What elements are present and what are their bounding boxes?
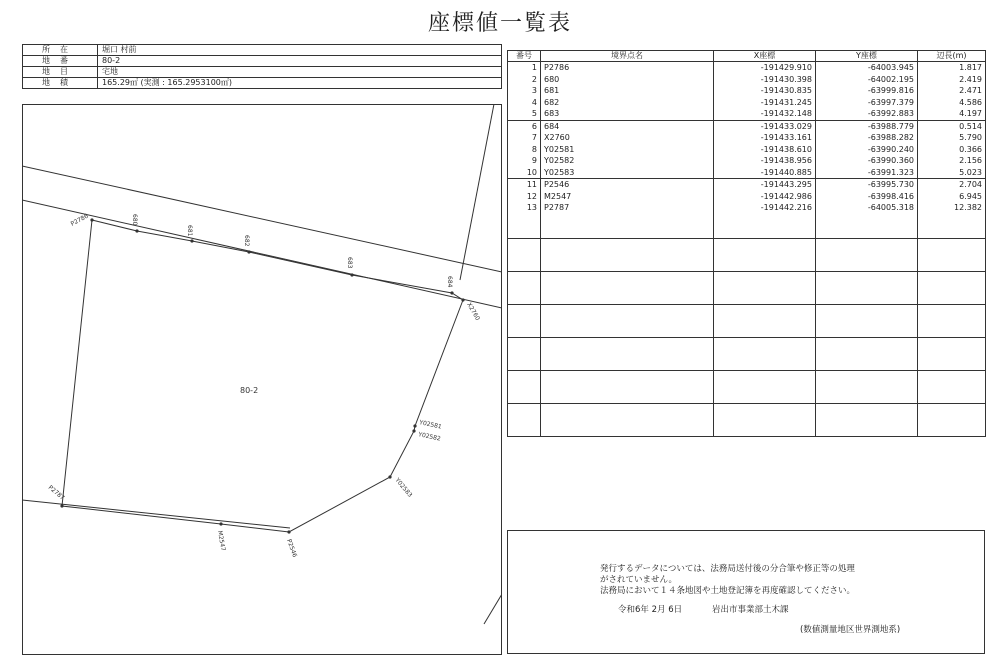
cell-name: Y02583 bbox=[541, 167, 714, 179]
cell-no: 10 bbox=[508, 167, 541, 179]
cell-y: -63995.730 bbox=[816, 179, 918, 191]
cell-empty bbox=[541, 238, 714, 271]
cell-empty bbox=[918, 337, 986, 370]
cell-no: 4 bbox=[508, 97, 541, 109]
point-label-682: 682 bbox=[243, 235, 250, 247]
cell-empty bbox=[541, 214, 714, 239]
cell-name: 683 bbox=[541, 108, 714, 120]
cell-empty bbox=[918, 370, 986, 403]
table-row-empty bbox=[508, 403, 986, 436]
cell-name: P2787 bbox=[541, 202, 714, 214]
cell-empty bbox=[508, 304, 541, 337]
cell-name: 684 bbox=[541, 120, 714, 132]
cell-empty bbox=[541, 304, 714, 337]
table-row bbox=[508, 144, 986, 156]
boundary-point-marker bbox=[412, 429, 415, 432]
parcel-info-row bbox=[23, 67, 502, 78]
table-row bbox=[508, 108, 986, 120]
table-row-empty bbox=[508, 214, 986, 239]
header-no: 番号 bbox=[508, 51, 541, 62]
cell-empty bbox=[714, 337, 816, 370]
table-row-empty bbox=[508, 370, 986, 403]
cell-no: 8 bbox=[508, 144, 541, 156]
boundary-point-marker bbox=[413, 424, 416, 427]
cell-empty bbox=[816, 238, 918, 271]
cell-empty bbox=[508, 238, 541, 271]
header-name: 境界点名 bbox=[541, 51, 714, 62]
point-label-m2547: M2547 bbox=[216, 530, 227, 552]
cell-empty bbox=[714, 304, 816, 337]
cell-x: -191433.161 bbox=[714, 132, 816, 144]
issue-date: 令和6年 2月 6日 bbox=[618, 605, 683, 615]
cell-y: -63998.416 bbox=[816, 191, 918, 203]
table-row bbox=[508, 202, 986, 214]
point-label-681: 681 bbox=[186, 225, 193, 237]
cell-no: 2 bbox=[508, 74, 541, 86]
table-row bbox=[508, 62, 986, 74]
cell-y: -64005.318 bbox=[816, 202, 918, 214]
cell-no: 12 bbox=[508, 191, 541, 203]
boundary-point-marker bbox=[450, 291, 453, 294]
page-title: 座標値一覧表 bbox=[427, 11, 572, 36]
cell-name: X2760 bbox=[541, 132, 714, 144]
cell-x: -191442.986 bbox=[714, 191, 816, 203]
table-row-empty bbox=[508, 304, 986, 337]
cell-len: 4.197 bbox=[918, 108, 986, 120]
cell-len: 2.156 bbox=[918, 155, 986, 167]
table-row bbox=[508, 74, 986, 86]
boundary-point-marker bbox=[135, 229, 138, 232]
point-label-p2786: P2786 bbox=[69, 212, 90, 228]
cell-x: -191443.295 bbox=[714, 179, 816, 191]
cell-no: 5 bbox=[508, 108, 541, 120]
boundary-line-bottom-right bbox=[484, 594, 502, 624]
point-label-y02582: Y02582 bbox=[417, 431, 442, 443]
boundary-point-marker bbox=[287, 530, 290, 533]
coordinate-table-header bbox=[508, 51, 986, 62]
cell-no: 7 bbox=[508, 132, 541, 144]
cell-empty bbox=[816, 214, 918, 239]
cell-y: -63988.779 bbox=[816, 120, 918, 132]
boundary-point-marker bbox=[190, 239, 193, 242]
cell-y: -64002.195 bbox=[816, 74, 918, 86]
cell-empty bbox=[918, 403, 986, 436]
cell-empty bbox=[508, 370, 541, 403]
cell-no: 9 bbox=[508, 155, 541, 167]
cell-y: -63990.360 bbox=[816, 155, 918, 167]
note-box bbox=[507, 530, 985, 654]
boundary-point-marker bbox=[219, 522, 222, 525]
coordinate-table bbox=[507, 50, 986, 437]
point-label-x2760: X2760 bbox=[465, 301, 482, 322]
point-label-680: 680 bbox=[131, 214, 138, 226]
cell-len: 4.586 bbox=[918, 97, 986, 109]
cell-empty bbox=[714, 238, 816, 271]
cell-x: -191430.398 bbox=[714, 74, 816, 86]
cell-len: 2.471 bbox=[918, 85, 986, 97]
table-row bbox=[508, 120, 986, 132]
cell-empty bbox=[816, 271, 918, 304]
parcel-info-row bbox=[23, 45, 502, 56]
header-x: X座標 bbox=[714, 51, 816, 62]
boundary-line-right bbox=[460, 104, 494, 280]
info-value: 堀口 村前 bbox=[98, 45, 502, 56]
note-line: 法務局において１４条地図や土地登記簿を再度確認してください。 bbox=[600, 586, 856, 596]
cell-x: -191440.885 bbox=[714, 167, 816, 179]
cell-no: 1 bbox=[508, 62, 541, 74]
cell-name: P2546 bbox=[541, 179, 714, 191]
cell-len: 0.514 bbox=[918, 120, 986, 132]
boundary-point-marker bbox=[461, 298, 464, 301]
cell-empty bbox=[508, 214, 541, 239]
cell-y: -63997.379 bbox=[816, 97, 918, 109]
cell-len: 12.382 bbox=[918, 202, 986, 214]
table-row bbox=[508, 167, 986, 179]
point-label-y02583: Y02583 bbox=[393, 476, 414, 499]
cell-empty bbox=[816, 370, 918, 403]
cell-no: 6 bbox=[508, 120, 541, 132]
cell-y: -63999.816 bbox=[816, 85, 918, 97]
boundary-point-marker bbox=[60, 504, 63, 507]
point-label-y02581: Y02581 bbox=[418, 419, 443, 431]
cell-len: 2.419 bbox=[918, 74, 986, 86]
table-row-empty bbox=[508, 238, 986, 271]
boundary-point-marker bbox=[388, 475, 391, 478]
cell-empty bbox=[541, 403, 714, 436]
cell-y: -63991.323 bbox=[816, 167, 918, 179]
issuer: 岩出市事業部土木課 bbox=[712, 605, 789, 615]
cell-x: -191442.216 bbox=[714, 202, 816, 214]
point-label-p2787: P2787 bbox=[46, 484, 66, 502]
coordinate-system: (数値測量地区世界測地系) bbox=[800, 625, 901, 635]
cell-empty bbox=[714, 214, 816, 239]
info-value: 宅地 bbox=[98, 67, 502, 78]
cell-len: 0.366 bbox=[918, 144, 986, 156]
header-length: 辺長(m) bbox=[918, 51, 986, 62]
table-row-empty bbox=[508, 271, 986, 304]
cell-y: -63990.240 bbox=[816, 144, 918, 156]
cell-no: 11 bbox=[508, 179, 541, 191]
cell-len: 5.023 bbox=[918, 167, 986, 179]
info-label: 地積 bbox=[23, 78, 98, 89]
cell-empty bbox=[918, 304, 986, 337]
cell-empty bbox=[918, 238, 986, 271]
cell-empty bbox=[508, 337, 541, 370]
point-label-683: 683 bbox=[346, 257, 353, 269]
note-line: がされていません。 bbox=[600, 575, 678, 585]
cell-empty bbox=[508, 271, 541, 304]
cell-empty bbox=[541, 370, 714, 403]
cell-x: -191438.610 bbox=[714, 144, 816, 156]
boundary-point-marker bbox=[90, 218, 93, 221]
info-value: 80-2 bbox=[98, 56, 502, 67]
cell-name: 682 bbox=[541, 97, 714, 109]
cell-len: 5.790 bbox=[918, 132, 986, 144]
cell-name: P2786 bbox=[541, 62, 714, 74]
cell-x: -191430.835 bbox=[714, 85, 816, 97]
info-value: 165.29㎡ (実測 : 165.2953100㎡) bbox=[98, 78, 502, 89]
cell-empty bbox=[541, 337, 714, 370]
boundary-point-marker bbox=[350, 273, 353, 276]
cell-empty bbox=[918, 271, 986, 304]
cell-len: 6.945 bbox=[918, 191, 986, 203]
cell-empty bbox=[816, 403, 918, 436]
cell-len: 1.817 bbox=[918, 62, 986, 74]
parcel-info-table bbox=[22, 44, 502, 89]
boundary-point-marker bbox=[247, 250, 250, 253]
parcel-map bbox=[22, 104, 502, 655]
parcel-label: 80-2 bbox=[240, 386, 259, 395]
info-label: 地番 bbox=[23, 56, 98, 67]
cell-x: -191431.245 bbox=[714, 97, 816, 109]
header-y: Y座標 bbox=[816, 51, 918, 62]
table-row bbox=[508, 97, 986, 109]
table-row bbox=[508, 179, 986, 191]
cell-empty bbox=[541, 271, 714, 304]
cell-empty bbox=[714, 370, 816, 403]
parcel-info-row bbox=[23, 56, 502, 67]
info-label: 所在 bbox=[23, 45, 98, 56]
cell-no: 3 bbox=[508, 85, 541, 97]
cell-empty bbox=[714, 403, 816, 436]
cell-name: 681 bbox=[541, 85, 714, 97]
cell-name: M2547 bbox=[541, 191, 714, 203]
point-label-p2546: P2546 bbox=[285, 538, 299, 559]
cell-empty bbox=[816, 337, 918, 370]
table-row bbox=[508, 85, 986, 97]
road-edge-upper bbox=[22, 166, 502, 272]
cell-empty bbox=[508, 403, 541, 436]
info-label: 地目 bbox=[23, 67, 98, 78]
cell-name: 680 bbox=[541, 74, 714, 86]
cell-y: -64003.945 bbox=[816, 62, 918, 74]
point-label-684: 684 bbox=[446, 276, 453, 288]
cell-empty bbox=[714, 271, 816, 304]
cell-y: -63988.282 bbox=[816, 132, 918, 144]
parcel-info-row bbox=[23, 78, 502, 89]
cell-x: -191429.910 bbox=[714, 62, 816, 74]
cell-x: -191432.148 bbox=[714, 108, 816, 120]
cell-name: Y02581 bbox=[541, 144, 714, 156]
cell-y: -63992.883 bbox=[816, 108, 918, 120]
cell-empty bbox=[816, 304, 918, 337]
table-row bbox=[508, 155, 986, 167]
table-row bbox=[508, 191, 986, 203]
cell-name: Y02582 bbox=[541, 155, 714, 167]
road-edge-lower bbox=[22, 200, 502, 308]
cell-len: 2.704 bbox=[918, 179, 986, 191]
note-line: 発行するデータについては、法務局送付後の分合筆や修正等の処理 bbox=[600, 564, 855, 574]
cell-x: -191438.956 bbox=[714, 155, 816, 167]
cell-no: 13 bbox=[508, 202, 541, 214]
cell-empty bbox=[918, 214, 986, 239]
table-row-empty bbox=[508, 337, 986, 370]
table-row bbox=[508, 132, 986, 144]
cell-x: -191433.029 bbox=[714, 120, 816, 132]
